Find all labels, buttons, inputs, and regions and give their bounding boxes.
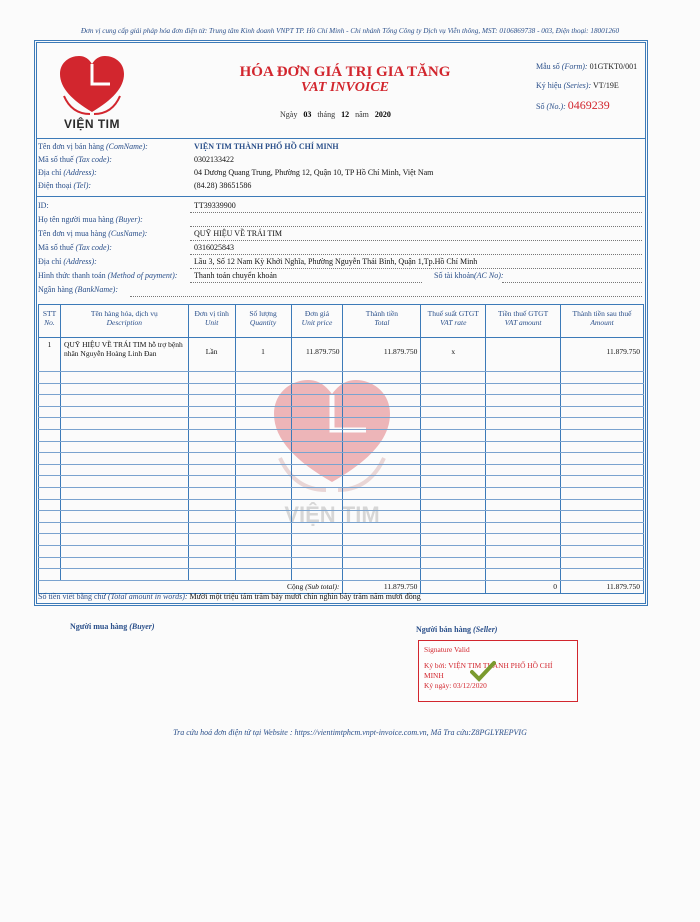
table-cell [188, 522, 235, 534]
watermark-text: VIỆN TIM [284, 502, 380, 527]
dotted-line [130, 296, 642, 297]
table-cell [60, 487, 188, 499]
table-cell [561, 383, 644, 395]
invoice-title-vn: HÓA ĐƠN GIÁ TRỊ GIA TĂNG [239, 64, 451, 80]
dotted-line [190, 254, 642, 255]
table-cell [343, 395, 421, 407]
table-cell [421, 372, 486, 384]
table-row [39, 511, 644, 523]
table-cell [291, 534, 343, 546]
table-cell [421, 511, 486, 523]
table-cell [188, 395, 235, 407]
table-cell [60, 499, 188, 511]
table-cell [39, 476, 61, 488]
table-cell [188, 487, 235, 499]
table-cell [235, 418, 291, 430]
table-cell [39, 418, 61, 430]
form-value: 01GTKT0/001 [589, 62, 638, 71]
table-cell [235, 569, 291, 581]
table-cell [561, 464, 644, 476]
table-cell [291, 406, 343, 418]
table-cell [561, 453, 644, 465]
row-no: 1 [39, 338, 61, 372]
table-cell [291, 395, 343, 407]
table-cell [343, 453, 421, 465]
table-cell [343, 418, 421, 430]
table-cell [39, 499, 61, 511]
table-cell [343, 372, 421, 384]
account-row [434, 271, 504, 280]
table-row [39, 453, 644, 465]
table-row [39, 395, 644, 407]
table-cell [188, 453, 235, 465]
table-cell [421, 406, 486, 418]
table-cell [291, 487, 343, 499]
table-cell [291, 453, 343, 465]
seller-tax-label: Mã số thuế [38, 155, 74, 164]
form-label-en: (Form): [561, 62, 588, 71]
table-cell [486, 372, 561, 384]
table-cell [421, 418, 486, 430]
table-cell [421, 395, 486, 407]
table-cell [486, 395, 561, 407]
words-label-en: (Total amount in words): [107, 592, 188, 601]
table-row [39, 418, 644, 430]
amount-in-words [38, 592, 421, 601]
table-cell [291, 545, 343, 557]
table-cell [561, 406, 644, 418]
table-cell [235, 534, 291, 546]
table-cell [486, 453, 561, 465]
payment-label: Hình thức thanh toán [38, 271, 106, 280]
table-cell [39, 406, 61, 418]
dotted-line [190, 282, 422, 283]
table-cell [343, 545, 421, 557]
table-row [39, 406, 644, 418]
provider-line: Đơn vị cung cấp giải pháp hóa đơn điện tử: Trung tâm Kinh doanh VNPT TP. Hồ Chí Minh - Chi nhánh Tổng Công ty Dịch vụ Viễn thông, MST: 0106869738 - 003, Điện thoại: 18001260 [80, 27, 620, 35]
table-row [39, 383, 644, 395]
table-row [39, 476, 644, 488]
table-cell [235, 545, 291, 557]
table-cell [343, 557, 421, 569]
table-cell [39, 395, 61, 407]
table-cell [39, 441, 61, 453]
table-cell [421, 522, 486, 534]
table-cell [60, 476, 188, 488]
table-cell [291, 557, 343, 569]
header-divider [37, 138, 645, 139]
date-month-label: tháng [317, 110, 336, 119]
invoice-title-en: VAT INVOICE [300, 80, 390, 95]
digital-signature-box [418, 640, 578, 702]
table-cell [486, 511, 561, 523]
table-cell [421, 487, 486, 499]
row-vat-amount [486, 338, 561, 372]
buyer-address-label-en: (Address): [63, 257, 97, 266]
table-cell [39, 453, 61, 465]
date-year: 2020 [374, 110, 391, 119]
table-header [39, 305, 644, 338]
table-cell [235, 476, 291, 488]
table-cell [486, 464, 561, 476]
table-cell [486, 557, 561, 569]
col-description: Tên hàng hóa, dịch vụ Description [60, 305, 188, 338]
table-cell [188, 545, 235, 557]
seller-address-label-en: (Address): [63, 168, 97, 177]
table-cell [343, 499, 421, 511]
table-row [39, 534, 644, 546]
table-cell [235, 499, 291, 511]
dotted-line [190, 268, 642, 269]
date-month: 12 [341, 110, 350, 119]
table-cell [235, 511, 291, 523]
table-cell [60, 464, 188, 476]
table-cell [39, 569, 61, 581]
table-cell [188, 511, 235, 523]
table-cell [39, 534, 61, 546]
dotted-line [190, 226, 642, 227]
account-label-en: (AC No): [474, 271, 504, 280]
table-cell [486, 545, 561, 557]
invoice-number: 0469239 [567, 98, 610, 112]
table-cell [486, 534, 561, 546]
table-cell [291, 441, 343, 453]
table-cell [39, 429, 61, 441]
row-total: 11.879.750 [343, 338, 421, 372]
logo-text: VIỆN TIM [63, 117, 120, 131]
col-vat-amount: Tiền thuế GTGT VAT amount [486, 305, 561, 338]
table-cell [291, 511, 343, 523]
date-year-label: năm [355, 110, 369, 119]
table-cell [235, 406, 291, 418]
date-day-label: Ngày [280, 110, 298, 119]
table-cell [235, 372, 291, 384]
table-cell [486, 406, 561, 418]
col-unit: Đơn vị tính Unit [188, 305, 235, 338]
table-cell [486, 487, 561, 499]
buyer-tax-label: Mã số thuế [38, 243, 74, 252]
table-cell [486, 383, 561, 395]
buyer-company-label: Tên đơn vị mua hàng [38, 229, 107, 238]
table-cell [343, 383, 421, 395]
table-cell [561, 534, 644, 546]
table-cell [60, 545, 188, 557]
seller-name: VIỆN TIM THÀNH PHỐ HỒ CHÍ MINH [194, 142, 339, 151]
table-cell [421, 441, 486, 453]
buyer-address-label: Địa chỉ [38, 257, 62, 266]
table-cell [291, 464, 343, 476]
buyer-company: QUỸ HIỆU VỀ TRÁI TIM [194, 229, 282, 238]
dotted-line [502, 282, 642, 283]
payment-label-en: (Method of payment): [107, 271, 178, 280]
table-cell [421, 429, 486, 441]
table-cell [60, 522, 188, 534]
words-label: Số tiền viết bằng chữ [38, 592, 106, 601]
table-cell [561, 429, 644, 441]
table-cell [421, 557, 486, 569]
dotted-line [190, 212, 642, 213]
subtotal-total: 11.879.750 [343, 580, 421, 593]
seller-divider [37, 196, 645, 197]
table-cell [343, 522, 421, 534]
table-row [39, 545, 644, 557]
table-cell [291, 522, 343, 534]
table-row [39, 557, 644, 569]
form-label: Mẫu số [536, 62, 560, 71]
table-cell [235, 441, 291, 453]
table-cell [188, 383, 235, 395]
seller-address-label: Địa chỉ [38, 168, 62, 177]
table-cell [235, 464, 291, 476]
col-amount: Thành tiền sau thuế Amount [561, 305, 644, 338]
seller-signature-label: Người bán hàng (Seller) [416, 625, 498, 634]
table-cell [39, 545, 61, 557]
table-cell [188, 569, 235, 581]
table-row [39, 569, 644, 581]
seller-phone-label-en: (Tel): [73, 181, 92, 190]
table-cell [235, 557, 291, 569]
buyer-name-label: Họ tên người mua hàng [38, 215, 114, 224]
table-cell [561, 557, 644, 569]
series-label: Ký hiệu [536, 81, 562, 90]
lookup-info: Tra cứu hoá đơn điện tử tại Website : https://vientimtphcm.vnpt-invoice.com.vn, Mã Tra cứu:Z8PGLYREPVIG [173, 728, 527, 737]
buyer-company-label-en: (CusName): [108, 229, 148, 238]
table-cell [188, 476, 235, 488]
table-cell [39, 372, 61, 384]
table-cell [235, 453, 291, 465]
table-cell [39, 487, 61, 499]
table-cell [188, 372, 235, 384]
table-cell [421, 476, 486, 488]
table-cell [60, 418, 188, 430]
buyer-tax-label-en: (Tax code): [75, 243, 112, 252]
table-row [39, 464, 644, 476]
seller-name-label: Tên đơn vị bán hàng [38, 142, 104, 151]
col-vat-rate: Thuế suất GTGT VAT rate [421, 305, 486, 338]
seller-phone: (84.28) 38651586 [194, 181, 252, 190]
seller-phone-label: Điện thoại [38, 181, 72, 190]
table-cell [60, 441, 188, 453]
table-cell [561, 511, 644, 523]
table-cell [561, 441, 644, 453]
row-vat-rate: x [421, 338, 486, 372]
table-cell [60, 569, 188, 581]
table-cell [39, 383, 61, 395]
number-label: Số [536, 102, 545, 111]
table-cell [486, 418, 561, 430]
table-cell [235, 522, 291, 534]
table-cell [561, 418, 644, 430]
table-cell [60, 453, 188, 465]
col-no: STT No. [39, 305, 61, 338]
table-cell [343, 569, 421, 581]
table-cell [235, 383, 291, 395]
table-cell [291, 372, 343, 384]
table-cell [188, 534, 235, 546]
table-cell [561, 545, 644, 557]
table-cell [291, 418, 343, 430]
table-cell [188, 464, 235, 476]
subtotal-vat: 0 [486, 580, 561, 593]
table-cell [60, 557, 188, 569]
table-row [39, 338, 644, 372]
seller-tax: 0302133422 [194, 155, 234, 164]
series-line [536, 81, 619, 90]
table-cell [188, 406, 235, 418]
number-label-en: (No.): [546, 102, 566, 111]
table-cell [421, 534, 486, 546]
table-cell [421, 499, 486, 511]
table-cell [421, 569, 486, 581]
col-total: Thành tiền Total [343, 305, 421, 338]
col-unit-price: Đơn giá Unit price [291, 305, 343, 338]
table-cell [60, 395, 188, 407]
buyer-id: TT39339900 [194, 201, 236, 210]
series-label-en: (Series): [563, 81, 592, 90]
row-unit-price: 11.879.750 [291, 338, 343, 372]
table-cell [486, 499, 561, 511]
row-description: QUỸ HIỆU VỀ TRÁI TIM hỗ trợ bệnh nhân Nguyễn Hoàng Linh Đan [60, 338, 188, 372]
table-cell [60, 534, 188, 546]
buyer-id-label: ID: [38, 201, 49, 210]
table-cell [188, 499, 235, 511]
table-cell [188, 557, 235, 569]
table-cell [343, 476, 421, 488]
table-cell [343, 534, 421, 546]
dotted-line [190, 240, 642, 241]
table-cell [343, 487, 421, 499]
signature-valid: Signature Valid [424, 645, 470, 654]
table-row [39, 487, 644, 499]
words-value: Mười một triệu tám trăm bảy mươi chín nghìn bảy trăm năm mươi đồng [189, 592, 421, 601]
col-quantity: Số lượng Quantity [235, 305, 291, 338]
series-value: VT/19E [592, 81, 619, 90]
table-cell [343, 429, 421, 441]
row-unit: Lần [188, 338, 235, 372]
table-cell [291, 499, 343, 511]
table-cell [486, 476, 561, 488]
table-cell [291, 476, 343, 488]
seller-name-label-en: (ComName): [106, 142, 148, 151]
table-cell [486, 441, 561, 453]
subtotal-vat-rate [421, 580, 486, 593]
table-cell [561, 372, 644, 384]
account-label: Số tài khoản [434, 271, 474, 280]
table-cell [188, 429, 235, 441]
row-quantity: 1 [235, 338, 291, 372]
signature-signed-by: Ký bởi: VIỆN TIM THÀNH PHỐ HỒ CHÍ MINH [424, 660, 553, 680]
number-line [536, 98, 610, 113]
table-cell [561, 499, 644, 511]
table-cell [486, 429, 561, 441]
buyer-address: Lầu 3, Số 12 Nam Kỳ Khởi Nghĩa, Phường Nguyễn Thái Bình, Quận 1,Tp.Hồ Chí Minh [194, 257, 478, 266]
table-cell [235, 487, 291, 499]
buyer-tax: 0316025843 [194, 243, 234, 252]
table-cell [561, 476, 644, 488]
table-cell [60, 429, 188, 441]
date-day: 03 [303, 110, 312, 119]
table-cell [343, 406, 421, 418]
subtotal-amount: 11.879.750 [561, 580, 644, 593]
table-row [39, 499, 644, 511]
check-icon [470, 660, 496, 682]
table-row [39, 522, 644, 534]
bank-label: Ngân hàng [38, 285, 73, 294]
table-cell [291, 429, 343, 441]
seller-address: 04 Dương Quang Trung, Phường 12, Quận 10, TP Hồ Chí Minh, Việt Nam [194, 168, 434, 177]
table-cell [39, 522, 61, 534]
buyer-name-label-en: (Buyer): [115, 215, 143, 224]
table-cell [60, 406, 188, 418]
table-cell [343, 511, 421, 523]
seller-tax-label-en: (Tax code): [75, 155, 112, 164]
table-cell [60, 383, 188, 395]
table-cell [421, 545, 486, 557]
payment-method: Thanh toán chuyển khoản [194, 271, 277, 280]
table-cell [421, 453, 486, 465]
invoice-date [280, 110, 395, 119]
subtotal-label: Cộng (Sub total): [39, 580, 343, 593]
table-cell [39, 557, 61, 569]
table-row [39, 441, 644, 453]
bank-label-en: (BankName): [74, 285, 118, 294]
table-cell [486, 569, 561, 581]
table-cell [39, 464, 61, 476]
table-cell [235, 429, 291, 441]
table-cell [291, 569, 343, 581]
buyer-signature-label: Người mua hàng (Buyer) [70, 622, 155, 631]
table-cell [421, 464, 486, 476]
items-table [38, 304, 644, 594]
table-cell [561, 395, 644, 407]
table-cell [561, 522, 644, 534]
table-cell [60, 372, 188, 384]
table-cell [291, 383, 343, 395]
table-row [39, 372, 644, 384]
table-cell [561, 569, 644, 581]
table-row [39, 429, 644, 441]
table-cell [343, 464, 421, 476]
table-cell [39, 511, 61, 523]
row-amount: 11.879.750 [561, 338, 644, 372]
table-cell [188, 418, 235, 430]
table-cell [561, 487, 644, 499]
table-cell [343, 441, 421, 453]
table-cell [60, 511, 188, 523]
table-cell [188, 441, 235, 453]
signature-date: Ký ngày: 03/12/2020 [424, 680, 487, 690]
table-cell [421, 383, 486, 395]
form-line [536, 62, 637, 71]
table-cell [235, 395, 291, 407]
table-cell [486, 522, 561, 534]
